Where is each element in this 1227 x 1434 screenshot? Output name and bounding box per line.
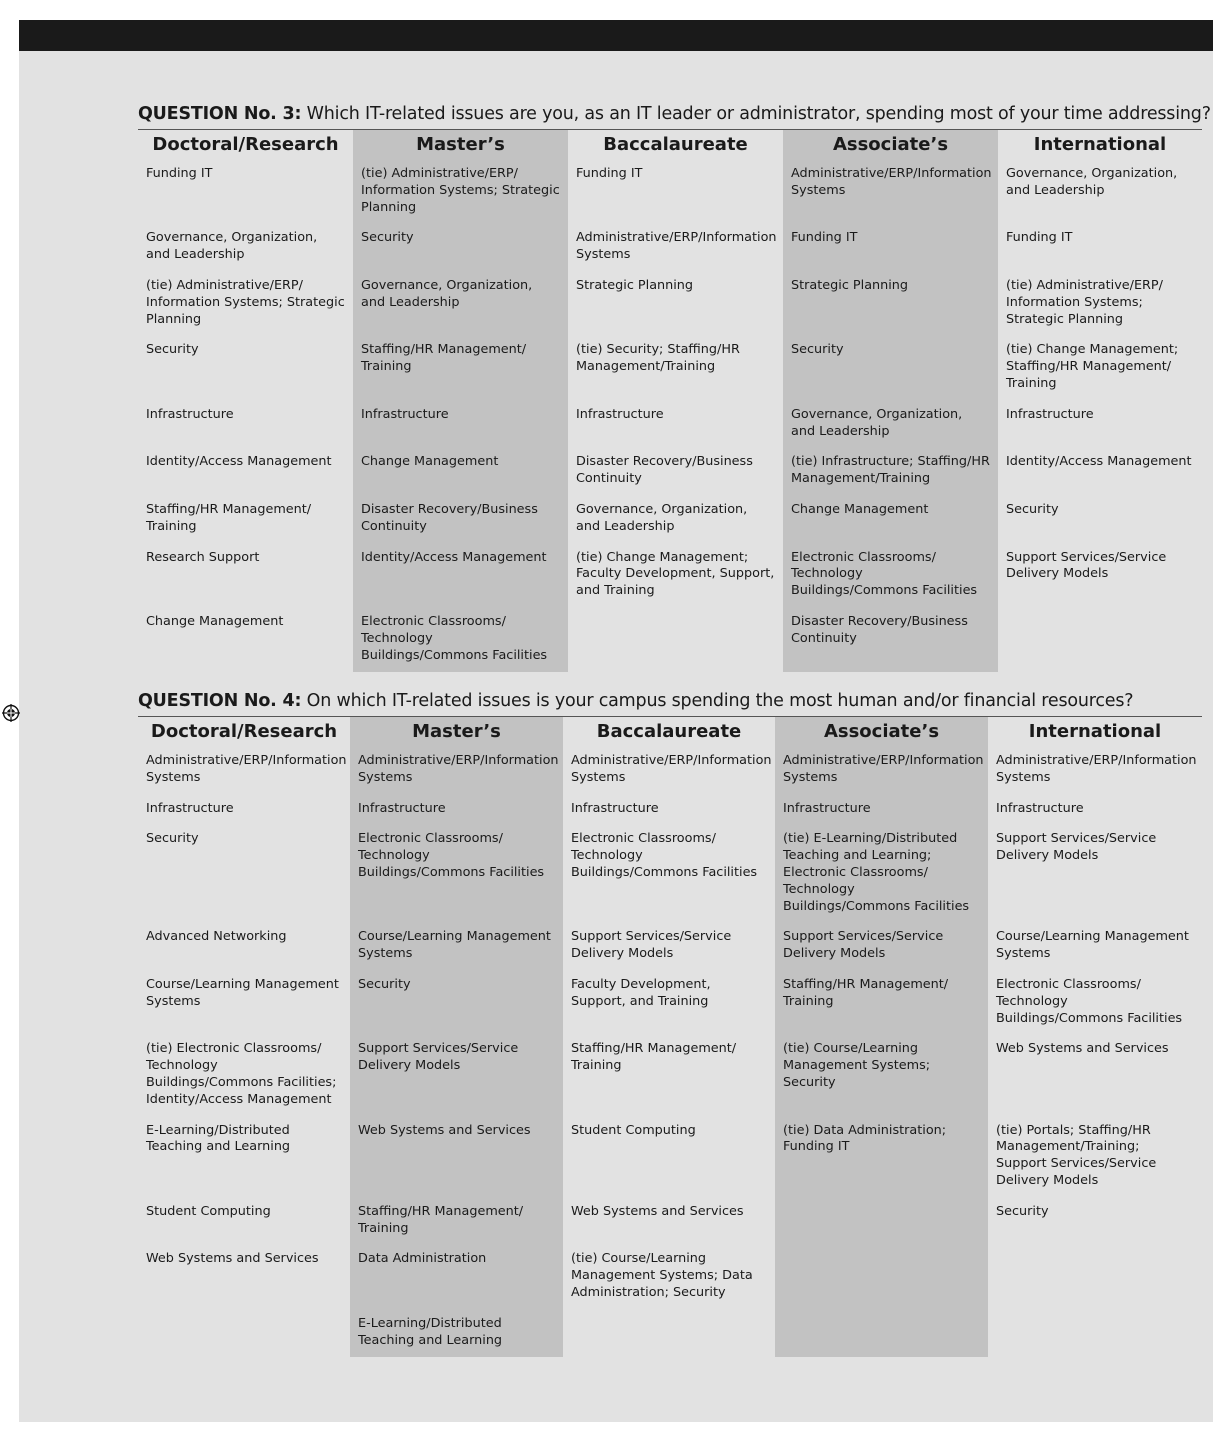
table-cell: Security [350, 971, 563, 1035]
table-cell: Staffing/HR Management/ Training [353, 336, 568, 400]
table-cell: Governance, Organization, and Leadership [783, 401, 998, 449]
table-cell: (tie) Change Management; Staffing/HR Management/ Training [1006, 342, 1179, 391]
table-cell: Administrative/ERP/Information Systems [775, 747, 988, 795]
question-4-text: On which IT-related issues is your campus spending the most human and/or financial resources? [301, 691, 1134, 711]
table-cell: Administrative/ERP/Information Systems [146, 753, 347, 785]
table-cell: Disaster Recovery/Business Continuity [576, 454, 753, 487]
table-cell: Infrastructure [1006, 406, 1094, 422]
table-cell: (tie) Course/Learning Management Systems; Security [775, 1035, 988, 1116]
table-cell: (tie) E-Learning/Distributed Teaching and Learning; Electronic Classrooms/ Technology Buildings/Commons Facilities [775, 825, 988, 923]
table-cell: (tie) Portals; Staffing/HR Management/Training; Support Services/Service Delivery Models [996, 1122, 1157, 1188]
table-cell: Infrastructure [353, 401, 568, 449]
column-header: International [1028, 721, 1162, 742]
table-cell: (tie) Security; Staffing/HR Management/Training [576, 342, 740, 375]
table-cell: Course/Learning Management Systems [146, 976, 339, 1009]
table-cell: (tie) Change Management; Faculty Development, Support, and Training [576, 549, 775, 599]
table-cell: Governance, Organization, and Leadership [1006, 166, 1178, 198]
table-cell [775, 1310, 988, 1358]
question-3-text: Which IT-related issues are you, as an IT leader or administrator, spending most of your time addressing? [301, 104, 1211, 124]
table-cell: Administrative/ERP/Information Systems [571, 753, 772, 785]
table-cell [775, 1198, 988, 1246]
table-cell: (tie) Electronic Classrooms/ Technology Buildings/Commons Facilities; Identity/Access Management [146, 1041, 337, 1107]
question-4-label: QUESTION No. 4: [138, 691, 302, 711]
table-cell: Security [996, 1203, 1049, 1219]
table-cell: Security [783, 336, 998, 400]
table-cell: Infrastructure [571, 800, 659, 816]
column-header: International [1033, 134, 1167, 155]
table-cell: Support Services/Service Delivery Models [571, 929, 732, 962]
table-cell [998, 608, 1202, 672]
table-cell [568, 608, 783, 672]
table-cell: Identity/Access Management [146, 454, 332, 470]
table-cell: (tie) Data Administration; Funding IT [775, 1117, 988, 1198]
table-cell: Infrastructure [996, 800, 1084, 816]
table-cell: Faculty Development, Support, and Training [571, 976, 711, 1009]
question-4-table [138, 716, 1202, 1357]
table-cell: Research Support [146, 549, 260, 565]
table-cell: Course/Learning Management Systems [350, 923, 563, 971]
table-cell: Governance, Organization, and Leadership [353, 272, 568, 336]
table-cell: (tie) Administrative/ERP/ Information Systems; Strategic Planning [353, 160, 568, 224]
table-cell: Web Systems and Services [996, 1041, 1169, 1057]
table-cell: Administrative/ERP/Information Systems [350, 747, 563, 795]
table-cell: Security [146, 831, 199, 847]
table-cell: Administrative/ERP/Information Systems [783, 160, 998, 224]
table-cell: Electronic Classrooms/ Technology Buildings/Commons Facilities [783, 544, 998, 608]
table-cell: Infrastructure [146, 406, 234, 422]
table-cell [138, 1310, 350, 1358]
table-cell: Support Services/Service Delivery Models [1006, 549, 1167, 582]
table-cell: Infrastructure [350, 795, 563, 826]
table-cell: E-Learning/Distributed Teaching and Learning [146, 1122, 291, 1155]
question-4-section [138, 690, 1202, 1357]
question-3-label: QUESTION No. 3: [138, 104, 302, 124]
table-cell: Governance, Organization, and Leadership [576, 501, 748, 534]
table-cell: Change Management [146, 613, 284, 629]
table-cell [775, 1245, 988, 1309]
table-cell: Electronic Classrooms/ Technology Buildings/Commons Facilities [350, 825, 563, 923]
table-cell [988, 1245, 1202, 1309]
table-cell: Web Systems and Services [571, 1203, 744, 1219]
table-cell: Disaster Recovery/Business Continuity [353, 496, 568, 544]
table-cell: E-Learning/Distributed Teaching and Learning [350, 1310, 563, 1358]
table-cell: (tie) Administrative/ERP/ Information Systems; Strategic Planning [1006, 277, 1163, 327]
table-cell: Security [146, 342, 199, 358]
table-cell: Support Services/Service Delivery Models [996, 831, 1157, 864]
table-cell: (tie) Administrative/ERP/ Information Systems; Strategic Planning [146, 277, 345, 327]
table-cell: Funding IT [1006, 230, 1073, 246]
table-cell: Security [353, 224, 568, 272]
table-cell: Funding IT [576, 166, 643, 181]
table-cell: Electronic Classrooms/ Technology Buildings/Commons Facilities [996, 976, 1183, 1026]
question-3-title [138, 103, 1211, 125]
column-header: Doctoral/Research [152, 134, 339, 155]
table-cell: Administrative/ERP/Information Systems [996, 753, 1197, 785]
header-bar [19, 20, 1213, 51]
table-cell: Governance, Organization, and Leadership [146, 230, 318, 263]
table-cell: Staffing/HR Management/ Training [350, 1198, 563, 1246]
table-cell: Disaster Recovery/Business Continuity [783, 608, 998, 672]
table-cell: Security [1006, 501, 1059, 517]
table-cell: Support Services/Service Delivery Models [775, 923, 988, 971]
table-cell [563, 1310, 775, 1358]
table-cell: Identity/Access Management [353, 544, 568, 608]
table-cell: Student Computing [571, 1122, 696, 1138]
table-cell: Electronic Classrooms/ Technology Buildings/Commons Facilities [353, 608, 568, 672]
table-cell: Electronic Classrooms/ Technology Buildings/Commons Facilities [571, 831, 758, 880]
table-cell: (tie) Infrastructure; Staffing/HR Management/Training [783, 448, 998, 496]
table-cell: (tie) Course/Learning Management Systems; Data Administration; Security [571, 1251, 753, 1300]
column-header: Baccalaureate [596, 721, 742, 742]
table-cell: Web Systems and Services [146, 1251, 319, 1267]
table-cell: Web Systems and Services [350, 1117, 563, 1198]
column-header: Associate’s [775, 717, 988, 747]
table-cell: Data Administration [350, 1245, 563, 1309]
column-header: Master’s [353, 130, 568, 160]
question-4-title [138, 690, 1202, 712]
table-cell: Administrative/ERP/Information Systems [576, 230, 777, 263]
table-cell: Funding IT [146, 166, 213, 181]
table-cell: Infrastructure [146, 800, 234, 816]
table-cell: Infrastructure [576, 406, 664, 422]
table-cell: Funding IT [783, 224, 998, 272]
column-header: Associate’s [783, 130, 998, 160]
table-cell: Infrastructure [775, 795, 988, 826]
registration-mark-icon [2, 704, 20, 722]
question-3-section [138, 103, 1211, 672]
table-cell: Student Computing [146, 1203, 271, 1219]
table-cell: Course/Learning Management Systems [996, 929, 1189, 962]
table-cell: Support Services/Service Delivery Models [350, 1035, 563, 1116]
table-cell: Identity/Access Management [1006, 454, 1192, 470]
question-3-table [138, 129, 1202, 672]
table-cell: Change Management [353, 448, 568, 496]
column-header: Master’s [350, 717, 563, 747]
table-cell: Advanced Networking [146, 929, 287, 945]
table-cell: Staffing/HR Management/ Training [775, 971, 988, 1035]
table-cell: Staffing/HR Management/ Training [571, 1041, 737, 1074]
table-cell: Staffing/HR Management/ Training [146, 501, 312, 534]
column-header: Doctoral/Research [150, 721, 338, 742]
table-cell [988, 1310, 1202, 1358]
column-header: Baccalaureate [603, 134, 748, 155]
table-cell: Change Management [783, 496, 998, 544]
table-cell: Strategic Planning [783, 272, 998, 336]
table-cell: Strategic Planning [576, 277, 694, 293]
